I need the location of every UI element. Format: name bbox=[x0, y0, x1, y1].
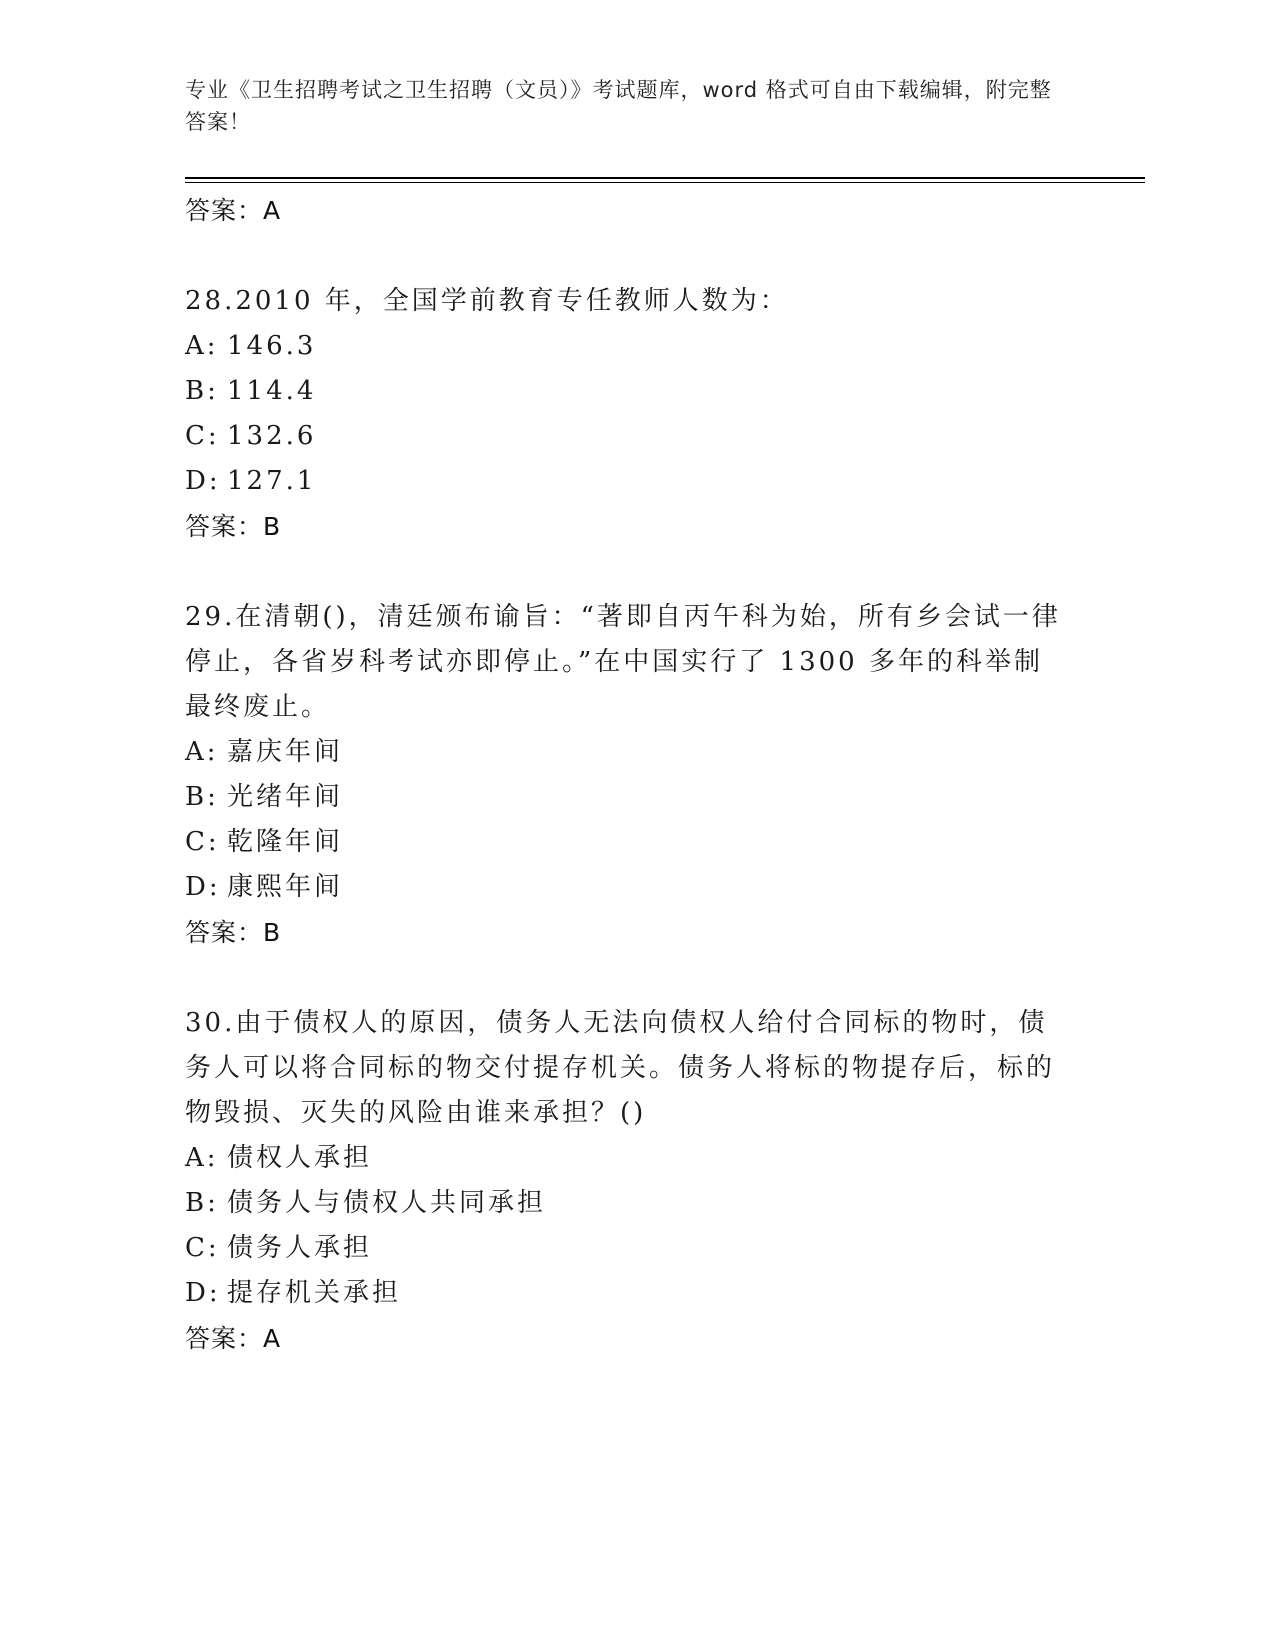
option-b bbox=[185, 369, 1065, 414]
option-letter: B: bbox=[185, 782, 219, 812]
option-letter: A: bbox=[185, 331, 219, 361]
option-text: 债权人承担 bbox=[227, 1143, 373, 1173]
option-c bbox=[185, 1226, 1065, 1271]
option-d bbox=[185, 865, 1065, 910]
option-text: 光绪年间 bbox=[227, 782, 344, 812]
option-text: 康熙年间 bbox=[227, 872, 344, 902]
option-d bbox=[185, 1271, 1065, 1316]
option-d bbox=[185, 459, 1065, 504]
option-text: 146.3 bbox=[227, 331, 317, 361]
answer-line: 答案：B bbox=[185, 512, 282, 541]
option-a bbox=[185, 730, 1065, 775]
question-block bbox=[185, 1001, 1065, 1361]
option-letter: D: bbox=[185, 872, 221, 902]
option-text: 嘉庆年间 bbox=[227, 737, 344, 767]
option-text: 乾隆年间 bbox=[227, 827, 344, 857]
option-letter: A: bbox=[185, 1143, 219, 1173]
option-c bbox=[185, 414, 1065, 459]
option-letter: D: bbox=[185, 1278, 221, 1308]
option-letter: A: bbox=[185, 737, 219, 767]
question-list bbox=[185, 188, 1065, 1361]
question-text: 29.在清朝()，清廷颁布谕旨：“著即自丙午科为始，所有乡会试一律停止，各省岁科考试亦即停止。”在中国实行了 1300 多年的科举制最终废止。 bbox=[185, 602, 1061, 722]
header-divider bbox=[185, 177, 1145, 179]
option-letter: C: bbox=[185, 421, 220, 451]
answer-line: 答案：A bbox=[185, 1324, 282, 1353]
option-text: 127.1 bbox=[227, 466, 317, 496]
option-text: 债务人与债权人共同承担 bbox=[227, 1188, 547, 1218]
option-c bbox=[185, 820, 1065, 865]
question-block bbox=[185, 595, 1065, 955]
option-text: 132.6 bbox=[227, 421, 317, 451]
header-divider-thin bbox=[185, 182, 1145, 183]
option-letter: C: bbox=[185, 827, 220, 857]
question-text: 30.由于债权人的原因，债务人无法向债权人给付合同标的物时，债务人可以将合同标的物交付提存机关。债务人将标的物提存后，标的物毁损、灭失的风险由谁来承担？() bbox=[185, 1008, 1056, 1128]
option-letter: B: bbox=[185, 1188, 219, 1218]
option-text: 债务人承担 bbox=[227, 1233, 373, 1263]
option-letter: B: bbox=[185, 376, 219, 406]
option-text: 提存机关承担 bbox=[227, 1278, 402, 1308]
question-block bbox=[185, 279, 1065, 549]
answer-line: 答案：B bbox=[185, 918, 282, 947]
answer-line: 答案：A bbox=[185, 196, 282, 225]
option-text: 114.4 bbox=[227, 376, 317, 406]
option-b bbox=[185, 775, 1065, 820]
option-letter: C: bbox=[185, 1233, 220, 1263]
option-letter: D: bbox=[185, 466, 221, 496]
page-header: 专业《卫生招聘考试之卫生招聘（文员）》考试题库，word 格式可自由下载编辑，附完整答案！ bbox=[185, 78, 1052, 134]
option-b bbox=[185, 1181, 1065, 1226]
option-a bbox=[185, 324, 1065, 369]
option-a bbox=[185, 1136, 1065, 1181]
question-text: 28.2010 年，全国学前教育专任教师人数为： bbox=[185, 286, 789, 316]
